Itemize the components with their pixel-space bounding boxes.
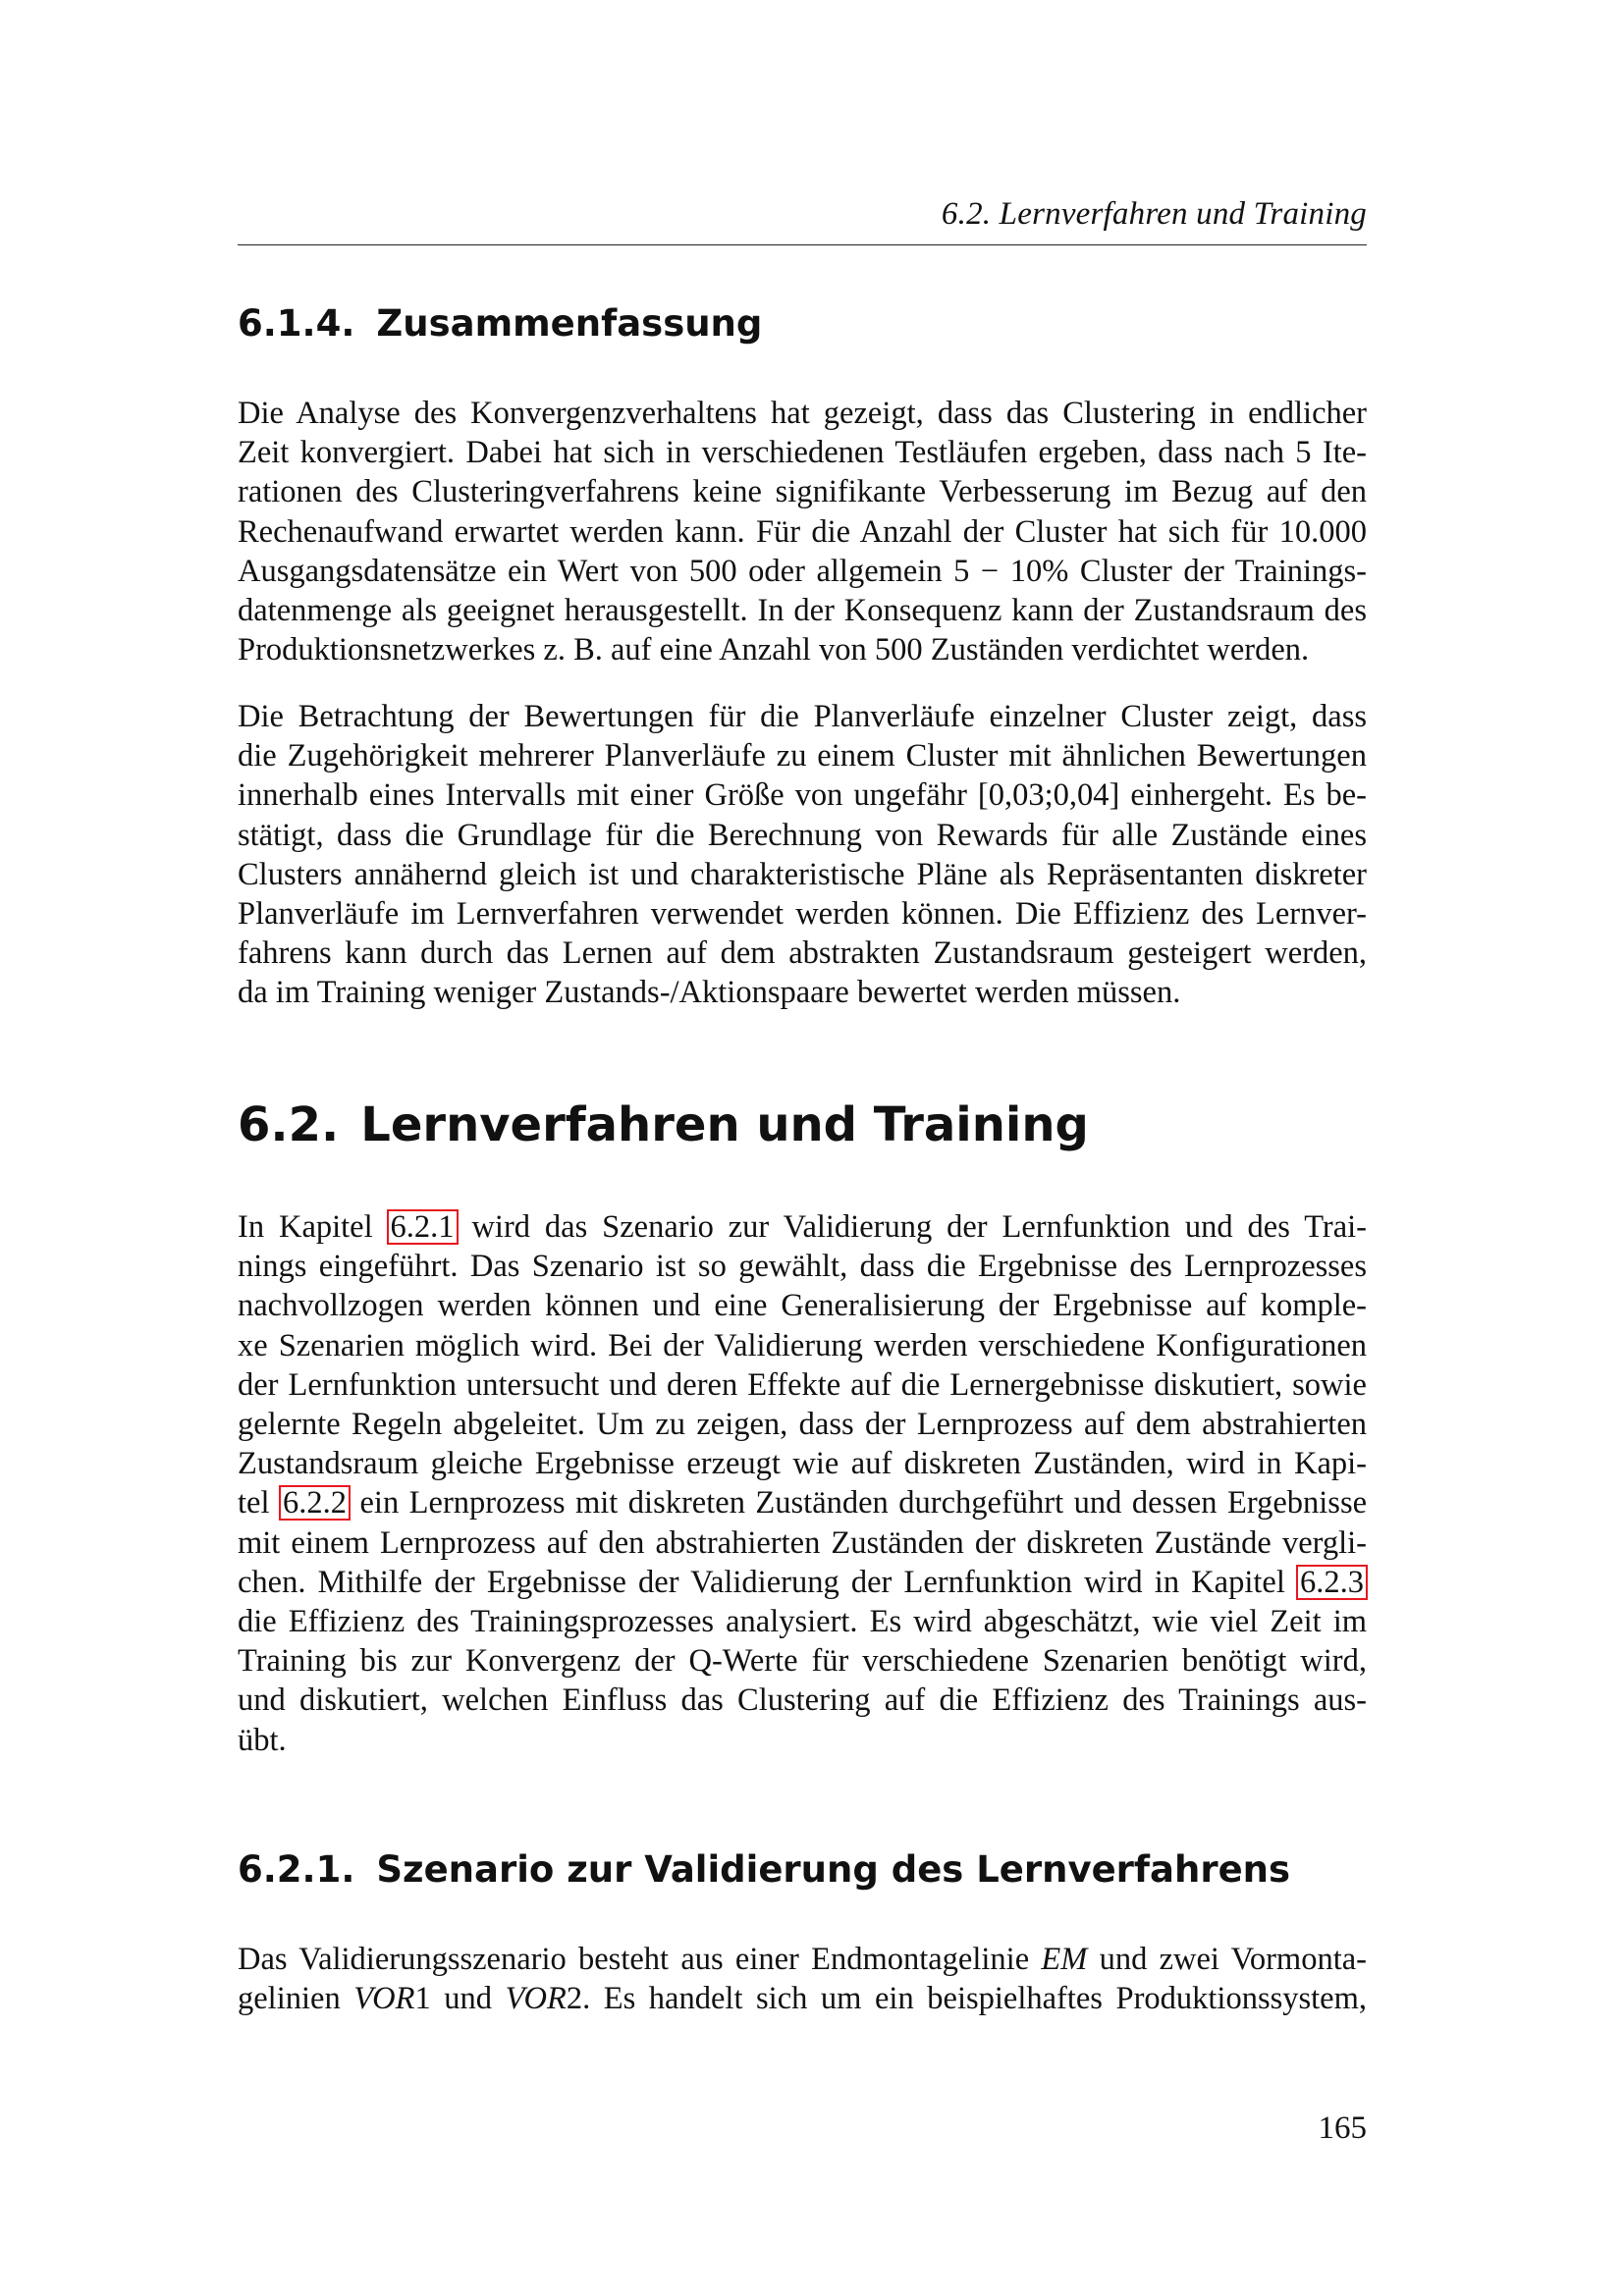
text-line: nings eingeführt. Das Szenario ist so gewählt, dass die Ergebnisse des Lernprozesses <box>238 1249 1367 1285</box>
math-symbol-vor2: VOR <box>505 1981 567 2017</box>
text-line: xe Szenarien möglich wird. Bei der Validierung werden verschiedene Konfigurationen <box>238 1327 1367 1363</box>
text-line: Zustandsraum gleiche Ergebnisse erzeugt wie auf diskreten Zuständen, wird in Kapi- <box>238 1446 1367 1482</box>
text-line: gelernte Regeln abgeleitet. Um zu zeigen, dass der Lernprozess auf dem abstrahierten <box>238 1407 1367 1443</box>
text-line <box>238 1563 1367 1602</box>
section-heading-6-2-1 <box>238 1848 1290 1891</box>
text-fragment: chen. Mithilfe der Ergebnisse der Validierung der Lernfunktion wird in Kapitel <box>238 1564 1285 1600</box>
text-fragment: tel <box>238 1485 270 1522</box>
text-fragment: wird das Szenario zur Validierung der Lernfunktion und des Trai- <box>471 1209 1367 1245</box>
text-fragment: Das Validierungsszenario besteht aus einer Endmontagelinie <box>238 1942 1030 1977</box>
text-line: mit einem Lernprozess auf den abstrahierten Zuständen der diskreten Zustände vergli- <box>238 1524 1367 1561</box>
text-line: innerhalb eines Intervalls mit einer Größe von ungefähr [0,03;0,04] einhergeht. Es be- <box>238 777 1367 814</box>
running-header: 6.2. Lernverfahren und Training <box>941 196 1367 232</box>
text-line: Zeit konvergiert. Dabei hat sich in verschiedenen Testläufen ergeben, dass nach 5 Ite- <box>238 435 1367 471</box>
text-fragment: In Kapitel <box>238 1209 373 1245</box>
section-number: 6.1.4. <box>238 302 355 345</box>
text-fragment: 1 <box>414 1981 431 2017</box>
math-symbol-vor1: VOR <box>353 1981 415 2017</box>
section-number: 6.2.1. <box>238 1848 355 1891</box>
section-title: Szenario zur Validierung des Lernverfahrens <box>376 1848 1291 1891</box>
text-line: Training bis zur Konvergenz der Q-Werte für verschiedene Szenarien benötigt wird, <box>238 1643 1367 1680</box>
text-line: der Lernfunktion untersucht und deren Effekte auf die Lernergebnisse diskutiert, sowie <box>238 1366 1367 1403</box>
text-line: datenmenge als geeignet herausgestellt. In der Konsequenz kann der Zustandsraum des <box>238 593 1367 629</box>
text-line: fahrens kann durch das Lernen auf dem abstrakten Zustandsraum gesteigert werden, <box>238 935 1367 972</box>
section-heading-6-1-4 <box>238 302 762 345</box>
section-heading-6-2 <box>238 1097 1089 1152</box>
text-line: da im Training weniger Zustands-/Aktionspaare bewertet werden müssen. <box>238 975 1181 1011</box>
text-line: Ausgangsdatensätze ein Wert von 500 oder allgemein 5 − 10% Cluster der Trainings- <box>238 553 1367 589</box>
text-fragment: gelinien <box>238 1981 341 2017</box>
text-line: Die Analyse des Konvergenzverhaltens hat gezeigt, dass das Clustering in endlicher <box>238 396 1367 431</box>
section-title: Zusammenfassung <box>376 302 763 345</box>
text-fragment: . Es handelt sich um ein beispielhaftes Produktionssystem, <box>582 1981 1368 2017</box>
text-fragment: ein Lernprozess mit diskreten Zuständen durchgeführt und dessen Ergebnisse <box>359 1485 1368 1522</box>
text-line: Planverläufe im Lernverfahren verwendet werden können. Die Effizienz des Lernver- <box>238 896 1367 933</box>
text-fragment: und <box>444 1981 493 2017</box>
paragraph-validation-scenario <box>238 1940 1367 2018</box>
cross-reference-6-2-1-link[interactable]: 6.2.1 <box>388 1210 458 1244</box>
header-rule <box>238 244 1367 245</box>
cross-reference-6-2-2-link[interactable]: 6.2.2 <box>280 1486 350 1520</box>
text-line: Die Betrachtung der Bewertungen für die Planverläufe einzelner Cluster zeigt, dass <box>238 699 1367 734</box>
text-line: Produktionsnetzwerkes z. B. auf eine Anzahl von 500 Zuständen verdichtet werden. <box>238 632 1310 668</box>
text-line: rationen des Clusteringverfahrens keine signifikante Verbesserung im Bezug auf den <box>238 474 1367 510</box>
page-number: 165 <box>1318 2110 1367 2146</box>
text-line: Clusters annähernd gleich ist und charakteristische Pläne als Repräsentanten diskreter <box>238 856 1367 892</box>
paragraph-chapter-overview <box>238 1207 1367 1760</box>
cross-reference-6-2-3-link[interactable]: 6.2.3 <box>1297 1566 1367 1599</box>
text-line: und diskutiert, welchen Einfluss das Clustering auf die Effizienz des Trainings aus- <box>238 1682 1367 1719</box>
paragraph-convergence-summary <box>238 394 1367 669</box>
text-line <box>238 1483 1367 1522</box>
section-title: Lernverfahren und Training <box>360 1097 1089 1152</box>
text-line <box>238 1940 1367 1979</box>
text-fragment: 2 <box>566 1981 583 2017</box>
paragraph-cluster-ratings <box>238 697 1367 1013</box>
text-line: stätigt, dass die Grundlage für die Berechnung von Rewards für alle Zustände eines <box>238 817 1367 853</box>
math-symbol-em: EM <box>1041 1942 1088 1977</box>
section-number: 6.2. <box>238 1097 340 1152</box>
text-line: nachvollzogen werden können und eine Generalisierung der Ergebnisse auf komple- <box>238 1288 1367 1324</box>
text-line: Rechenaufwand erwartet werden kann. Für die Anzahl der Cluster hat sich für 10.000 <box>238 513 1367 550</box>
text-line: die Zugehörigkeit mehrerer Planverläufe zu einem Cluster mit ähnlichen Bewertungen <box>238 738 1367 774</box>
text-line <box>238 1979 1367 2018</box>
text-line: übt. <box>238 1722 287 1758</box>
text-line: die Effizienz des Trainingsprozesses analysiert. Es wird abgeschätzt, wie viel Zeit im <box>238 1604 1367 1640</box>
text-line <box>238 1207 1367 1247</box>
text-fragment: und zwei Vormonta- <box>1099 1942 1367 1977</box>
